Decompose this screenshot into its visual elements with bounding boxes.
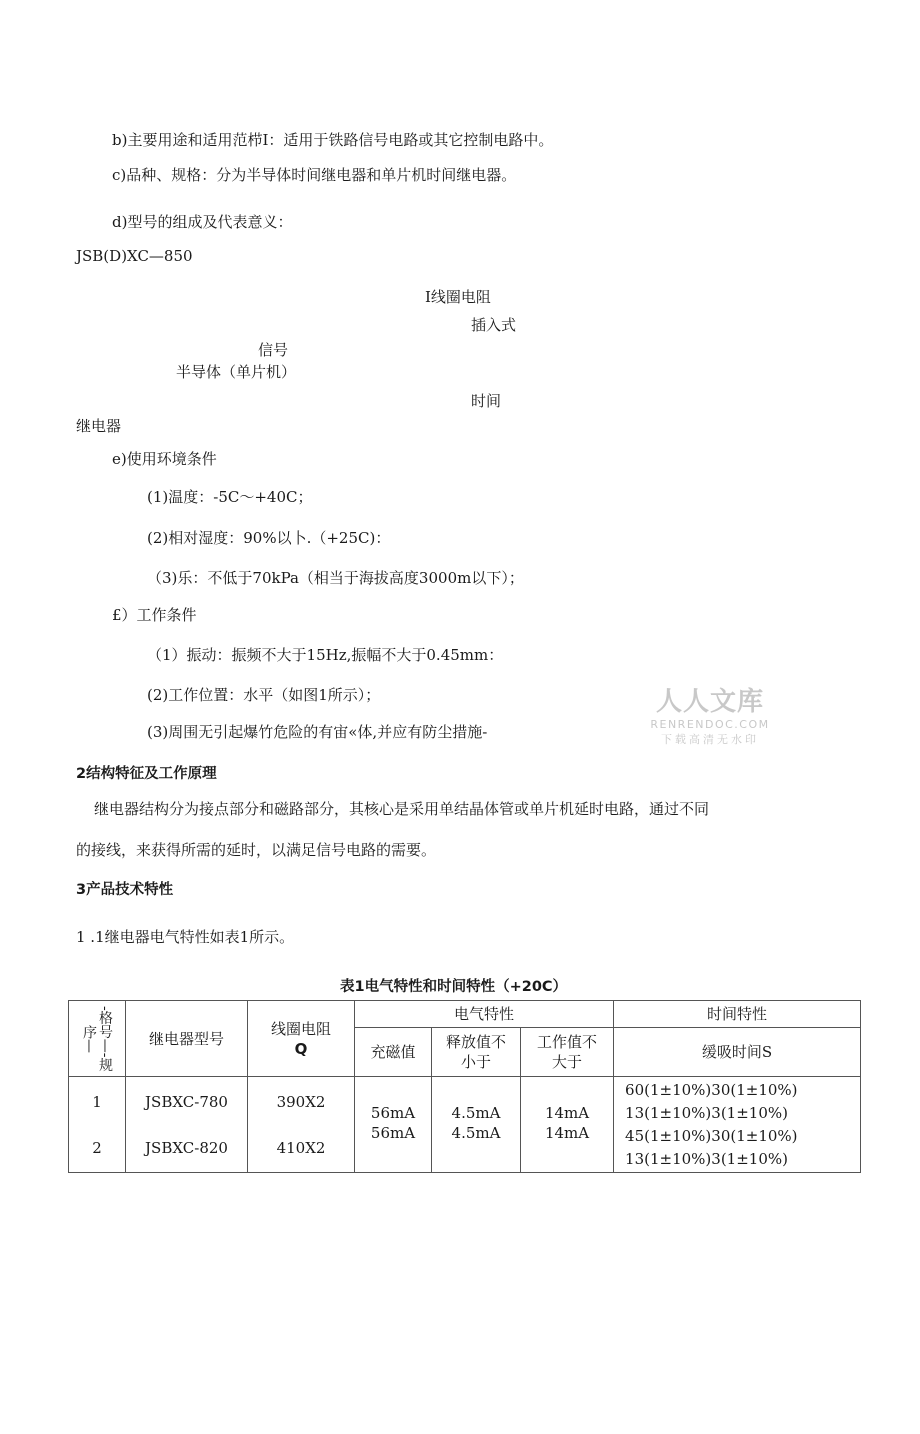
header-coil-label: 线圈电阻 xyxy=(270,1019,331,1038)
header-delay: 缓吸时间S xyxy=(614,1028,861,1077)
row-2-delay-line2: 13(1±10%)3(1±10%) xyxy=(625,1149,788,1168)
legend-plugin: 插入式 xyxy=(471,316,517,334)
para-env-humidity: (2)相对湿度：90%以卜.（+25C)： xyxy=(147,529,391,547)
table-cell-release xyxy=(432,1077,521,1173)
row-1-delay-line1: 60(1±10%)30(1±10%) xyxy=(625,1080,798,1099)
legend-coil: I线圈电阻 xyxy=(425,288,491,306)
para-work-environment: (3)周围无引起爆竹危险的有宙«体,并应有防尘措施- xyxy=(147,723,488,741)
row-2-seq: 2 xyxy=(92,1138,102,1157)
row-2-charge: 56mA xyxy=(370,1124,416,1142)
watermark-title: 人人文库 xyxy=(655,687,764,717)
model-code: JSB(D)XC—850 xyxy=(76,247,193,265)
para-env-temp: (1)温度：-5C〜+40C； xyxy=(147,488,313,506)
table-caption: 表1电气特性和时间特性（+20C） xyxy=(340,979,568,995)
spec-table xyxy=(68,1000,861,1173)
legend-time: 时间 xyxy=(471,392,502,410)
table-cell-seq xyxy=(69,1077,126,1173)
section-2-para-line2: 的接线，来获得所需的延时，以满足信号电路的需要。 xyxy=(76,841,437,859)
header-time: 时间特性 xyxy=(614,1001,861,1028)
header-seq: -格号—-规序— xyxy=(69,1001,126,1077)
section-3-title: 3产品技术特性 xyxy=(76,882,174,898)
header-release: 释放值不小于 xyxy=(432,1028,521,1077)
row-1-work: 14mA xyxy=(544,1104,590,1122)
legend-signal: 信号 xyxy=(258,341,289,359)
table-cell-model xyxy=(126,1077,248,1173)
row-2-delay-line1: 45(1±10%)30(1±10%) xyxy=(625,1126,798,1145)
row-2-release: 4.5mA xyxy=(451,1124,501,1142)
table-cell-coil xyxy=(248,1077,355,1173)
table-cell-delay xyxy=(614,1077,861,1173)
para-work: £）工作条件 xyxy=(112,606,197,624)
watermark-domain: RENRENDOC.COM xyxy=(650,718,770,731)
legend-semiconductor: 半导体（单片机） xyxy=(176,363,297,381)
header-coil xyxy=(248,1001,355,1077)
watermark-subtitle: 下载高清无水印 xyxy=(661,733,759,746)
row-2-coil: 410X2 xyxy=(276,1138,326,1157)
section-2-title: 2结构特征及工作原理 xyxy=(76,766,217,782)
para-env: e)使用环境条件 xyxy=(112,450,217,468)
watermark-logo xyxy=(648,686,772,748)
section-3-para: 1 .1继电器电气特性如表1所示。 xyxy=(76,928,295,946)
table-cell-charge xyxy=(355,1077,432,1173)
row-1-delay-line2: 13(1±10%)3(1±10%) xyxy=(625,1103,788,1122)
legend-relay: 继电器 xyxy=(76,417,122,435)
section-2-para-line1: 继电器结构分为接点部分和磁路部分，其核心是采用单结晶体管或单片机延时电路，通过不同 xyxy=(94,800,710,818)
header-coil-unit: Q xyxy=(294,1039,308,1058)
para-work-position: (2)工作位置：水平（如图1所示）； xyxy=(147,686,381,704)
header-model: 继电器型号 xyxy=(126,1001,248,1077)
row-2-model: JSBXC-820 xyxy=(145,1138,228,1157)
header-charge: 充磁值 xyxy=(355,1028,432,1077)
row-1-seq: 1 xyxy=(92,1092,102,1111)
row-2-work: 14mA xyxy=(544,1124,590,1142)
row-1-model: JSBXC-780 xyxy=(145,1092,228,1111)
row-1-coil: 390X2 xyxy=(276,1092,326,1111)
table-cell-work xyxy=(521,1077,614,1173)
para-env-pressure: （3)乐：不低于70kPa（相当于海拔高度3000m以下）； xyxy=(147,569,524,587)
header-electrical: 电气特性 xyxy=(355,1001,614,1028)
para-work-vibration: （1）振动：振频不大于15Hz,振幅不大于0.45mm： xyxy=(147,646,504,664)
para-variety: c)品种、规格：分为半导体时间继电器和单片机时间继电器。 xyxy=(112,166,517,184)
row-1-release: 4.5mA xyxy=(451,1104,501,1122)
row-1-charge: 56mA xyxy=(370,1104,416,1122)
header-work: 工作值不大于 xyxy=(521,1028,614,1077)
para-model-meaning: d)型号的组成及代表意义： xyxy=(112,213,293,231)
para-purpose: b)主要用途和适用范栉I：适用于铁路信号电路或其它控制电路中。 xyxy=(112,131,554,149)
